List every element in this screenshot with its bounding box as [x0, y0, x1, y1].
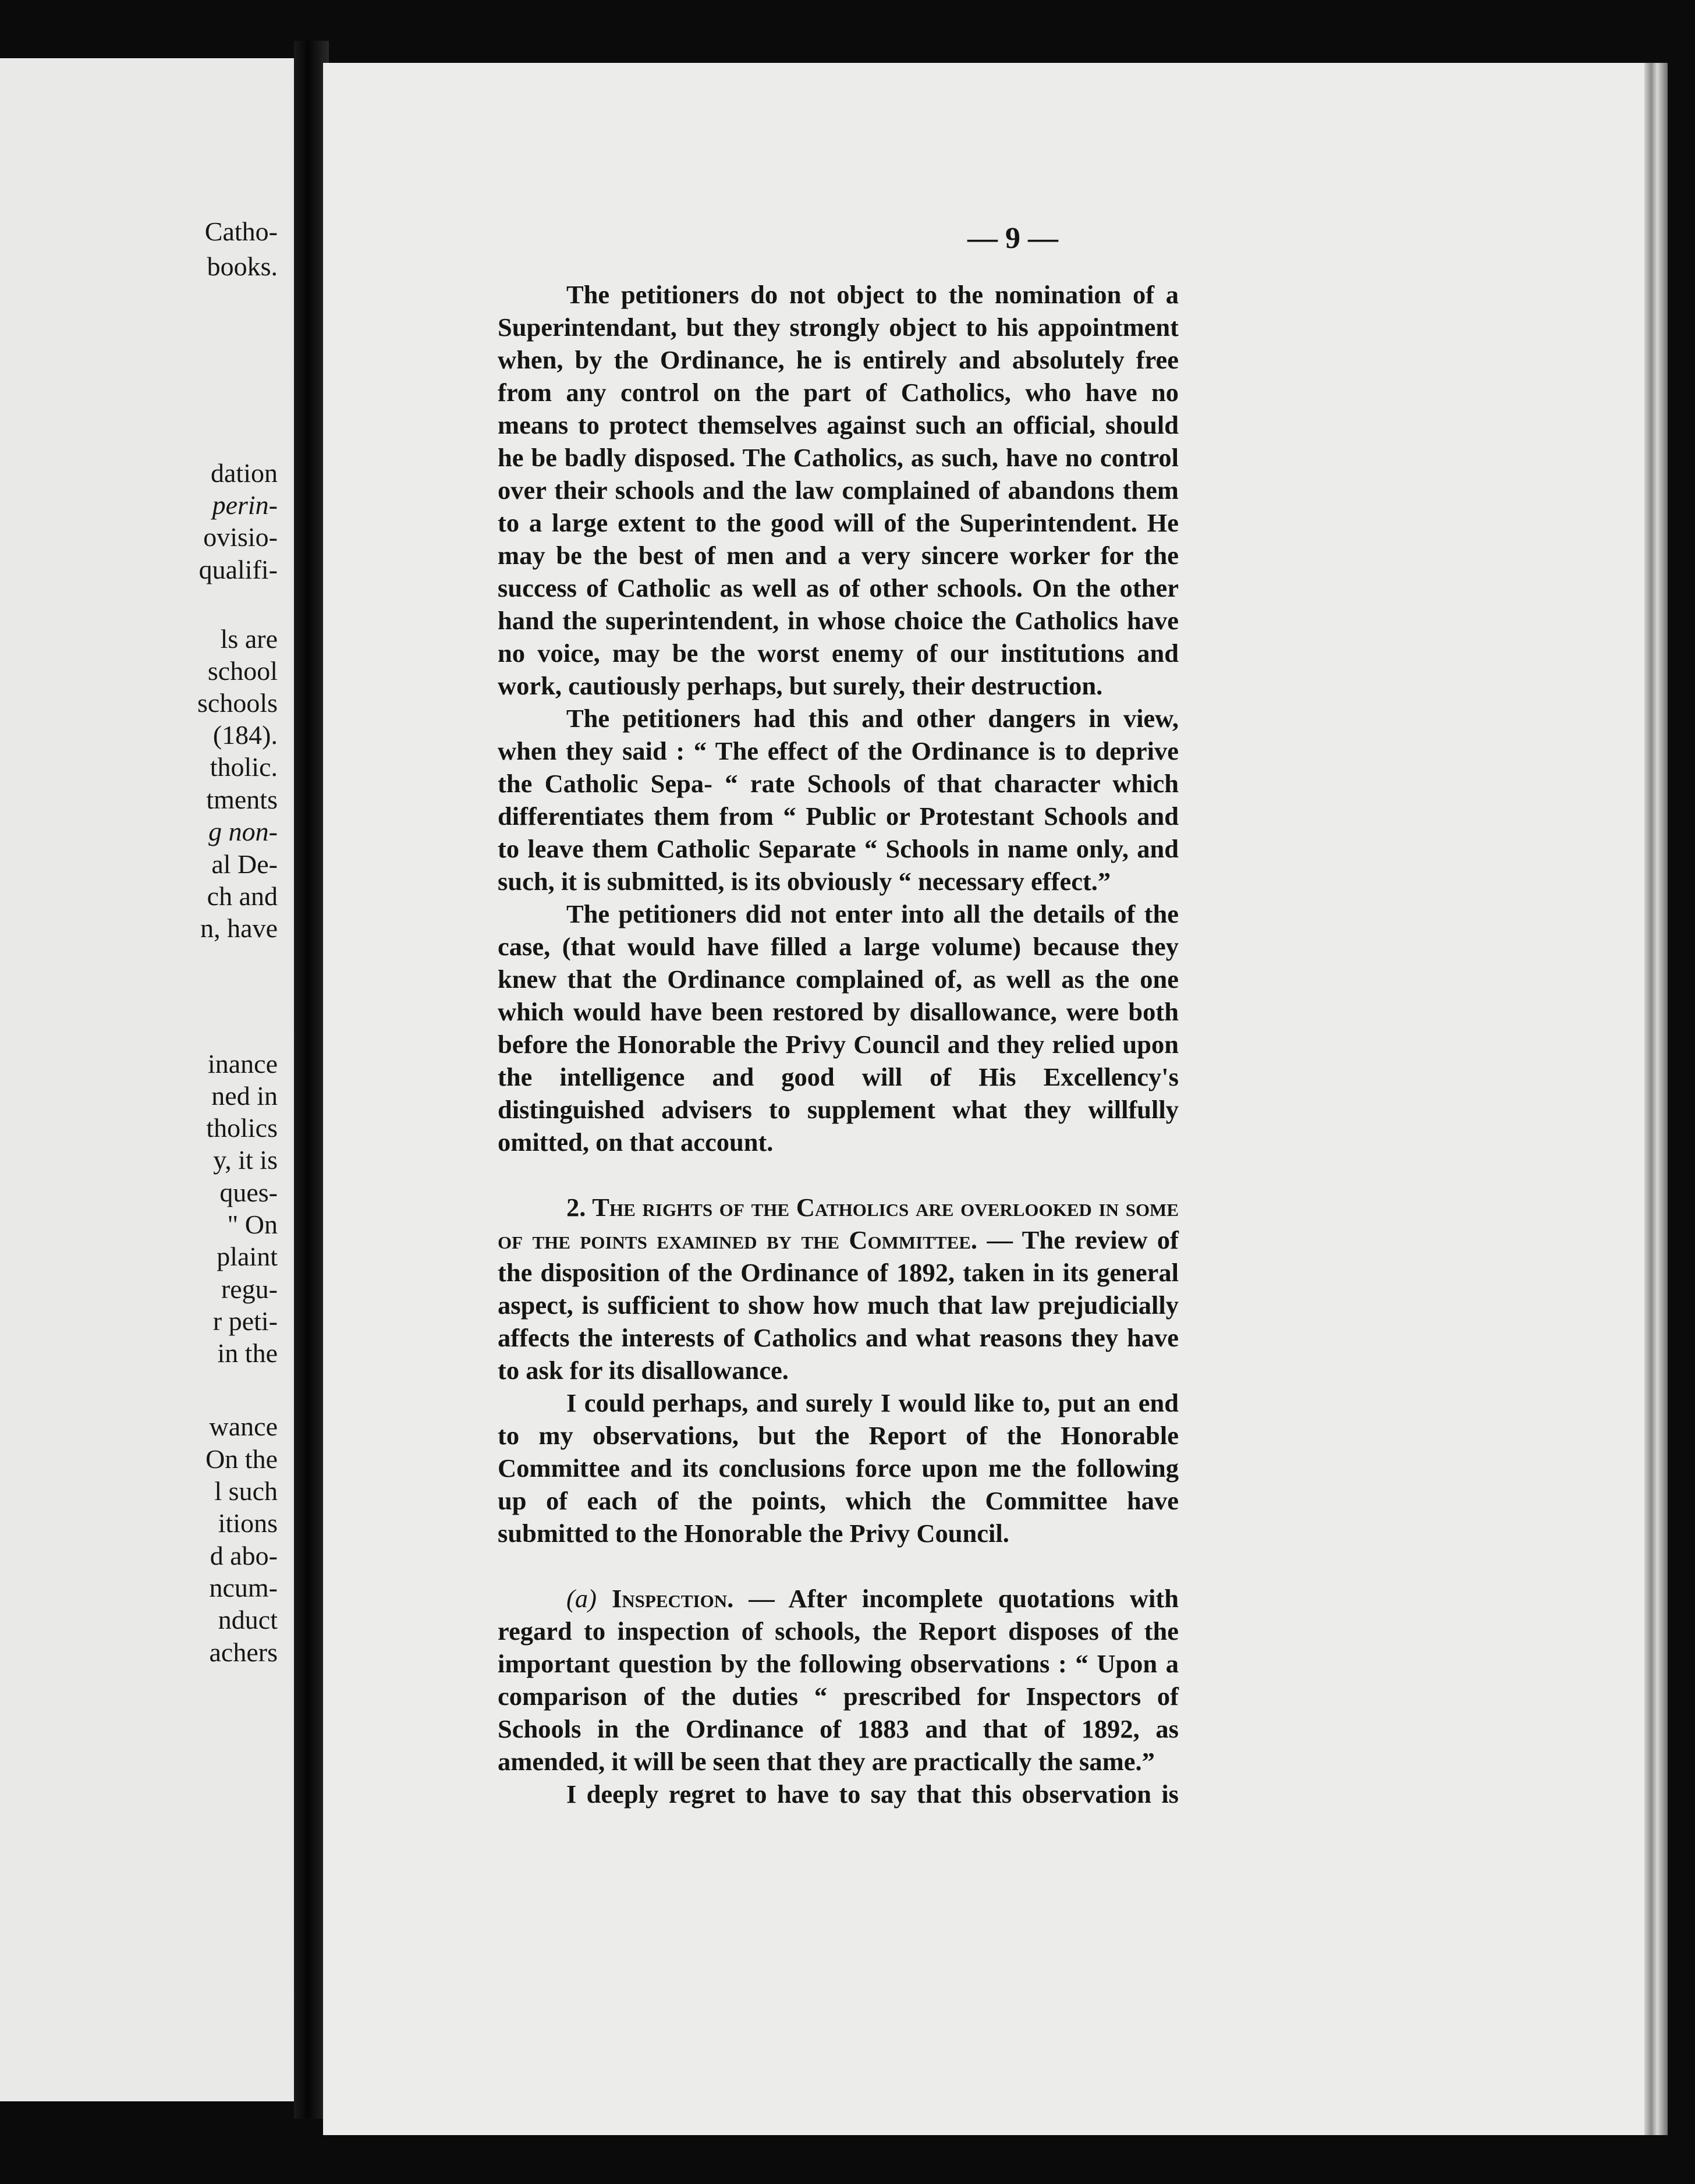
section-body-rights: — The review of the disposition of the Ordinance of 1892, taken in its general aspect, is sufficient to show how much that law prejudicially affects the interests of Catholics and what reasons they have to ask for its disallowance. — [498, 1225, 1179, 1385]
left-page-fragment: ls are — [220, 624, 278, 654]
left-page-fragment: g non- — [208, 817, 278, 846]
left-page-fragment: wance — [209, 1412, 278, 1441]
inspection-label: (a) — [566, 1584, 597, 1613]
left-page-fragment: itions — [218, 1508, 278, 1538]
left-page-fragment: schools — [197, 688, 278, 718]
left-page-fragment: tholics — [206, 1113, 278, 1143]
body-text — [498, 278, 1179, 1810]
paragraph-details: The petitioners did not enter into all the details of the case, (that would have filled a large volume) because they knew that the Ordinance complained of, as well as the one which would have been restored by disallowance, were both before the Honorable the Privy Council and they relied upon the intelligence and good will of His Excellency's distinguished advisers to supplement what they willfully omitted, on that account. — [498, 899, 1179, 1157]
left-page-fragment: On the — [205, 1444, 278, 1474]
left-page-fragment: (184). — [212, 720, 278, 750]
paragraph-superintendant: The petitioners do not object to the nomination of a Superintendant, but they strongly object to his appointment when, by the Ordinance, he is entirely and absolutely free from any control on the part of Catholics, who have no means to protect themselves against such an official, should he be badly disposed. The Catholics, as such, have no control over their schools and the law complained of abandons them to a large extent to the good will of the Superintendent. He may be the best of men and a very sincere worker for the success of Catholic as well as of other schools. On the other hand the superintendent, in whose choice the Catholics have no voice, may be the worst enemy of our institutions and work, cautiously perhaps, but surely, their destruction. — [498, 280, 1179, 700]
paragraph-petition-quote: The petitioners had this and other dangers in view, when they said : “ The effect of the Ordinance is to deprive the Catholic Sepa- “ rate Schools of that character which differentiates them from “ Public or Protestant Schools and to leave them Catholic Separate “ Schools in name only, and such, it is submitted, is its obviously “ necessary effect.” — [498, 704, 1179, 896]
page-number: — 9 — — [967, 222, 1058, 255]
left-page-fragment: school — [207, 656, 278, 686]
section-body-inspection: — After incomplete quotations with regard to inspection of schools, the Report disposes of the important question by the following observations : “ Upon a comparison of the duties “ prescribed for Inspectors of Schools in the Ordinance of 1883 and that of 1892, as amended, it will be seen that they are practically the same.” — [498, 1584, 1179, 1776]
paragraph-rights-overlooked — [498, 1191, 1179, 1387]
section-heading-inspection: Inspection. — [611, 1584, 734, 1613]
paragraph-observations: I could perhaps, and surely I would like to, put an end to my observations, but the Report of the Honorable Committee and its conclusions force upon me the following up of each of the points, which the Committee have submitted to the Honorable the Privy Council. — [498, 1388, 1179, 1548]
left-facing-page — [0, 58, 294, 2101]
left-page-fragment: Catho- — [204, 217, 278, 246]
left-page-fragment: tholic. — [210, 752, 278, 782]
left-page-fragment: qualifi- — [198, 555, 278, 584]
left-page-fragment: in the — [217, 1338, 278, 1368]
left-page-fragment: ovisio- — [203, 522, 278, 552]
left-page-fragment: inance — [207, 1049, 278, 1079]
paragraph-inspection — [498, 1582, 1179, 1778]
left-page-fragment: nduct — [218, 1605, 278, 1635]
page-stack-edge — [1644, 63, 1668, 2135]
left-page-fragment: tments — [206, 785, 278, 814]
paragraph-regret: I deeply regret to have to say that this observation is — [566, 1779, 1179, 1809]
left-page-fragment: l such — [214, 1476, 278, 1506]
section-heading-rights: 2. The rights of the Catholics are overlooked in some of the points examined by the Committee. — [498, 1193, 1179, 1254]
left-page-fragment: ch and — [207, 881, 278, 911]
left-page-fragment: ned in — [211, 1081, 278, 1111]
left-page-fragment: ques- — [219, 1178, 278, 1207]
left-page-fragment: ncum- — [209, 1573, 278, 1602]
left-page-fragment: books. — [207, 251, 278, 281]
left-page-fragment: al De- — [211, 849, 278, 879]
left-page-fragment: d abo- — [210, 1541, 278, 1570]
left-page-fragment: dation — [211, 458, 278, 488]
left-page-fragment: regu- — [221, 1274, 278, 1304]
left-page-fragment: plaint — [217, 1242, 278, 1271]
main-page — [323, 63, 1644, 2135]
left-page-fragment: achers — [209, 1637, 278, 1667]
left-page-fragment: n, have — [200, 913, 278, 943]
left-page-fragment: y, it is — [213, 1145, 278, 1175]
left-page-fragment: perin- — [212, 490, 278, 520]
left-page-fragment: " On — [227, 1210, 278, 1239]
left-page-fragment: r peti- — [212, 1306, 278, 1336]
